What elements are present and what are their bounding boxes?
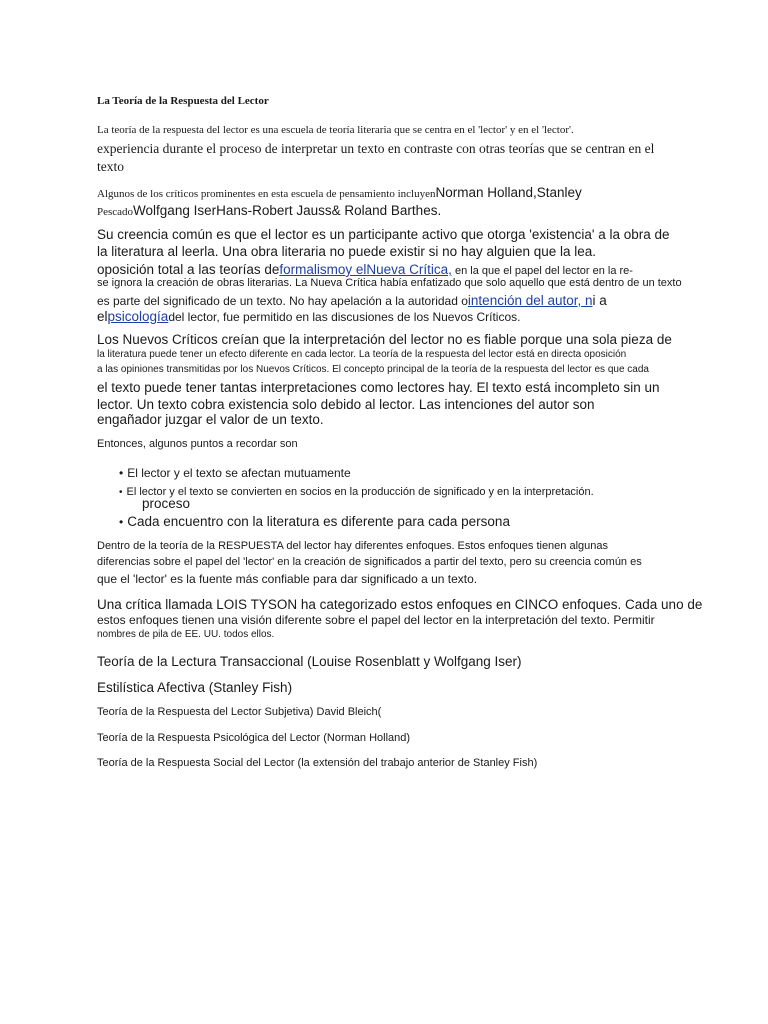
text-run: Pescado — [97, 206, 134, 218]
psicologia-link[interactable]: psicología — [107, 309, 169, 324]
paragraph-line — [97, 202, 441, 220]
paragraph-line: lector. Un texto cobra existencia solo debido al lector. Las intenciones del autor son — [97, 397, 595, 412]
bullet-text: El lector y el texto se convierten en socios en la producción de significado y en la interpretación. — [126, 486, 594, 498]
paragraph-line: Los Nuevos Críticos creían que la interpretación del lector no es fiable porque una sola pieza de — [97, 332, 672, 347]
intencion-del-autor-link[interactable]: intención del autor, n — [467, 293, 593, 308]
paragraph-line: se ignora la creación de obras literarias. La Nueva Crítica había enfatizado que solo aquello que está dentro de un texto — [97, 277, 682, 289]
paragraph-line: la literatura al leerla. Una obra literaria no puede existir si no hay alguien que la lea. — [97, 244, 597, 259]
nueva-critica-link[interactable]: Nueva Crítica, — [366, 262, 452, 277]
paragraph-line: la literatura puede tener un efecto diferente en cada lector. La teoría de la respuesta del lector está en directa oposición — [97, 349, 627, 360]
approach-item: Estilística Afectiva (Stanley Fish) — [97, 680, 293, 695]
paragraph-line: Su creencia común es que el lector es un participante activo que otorga 'existencia' a la obra de — [97, 227, 670, 242]
bullet-item — [119, 482, 594, 500]
paragraph-line: La teoría de la respuesta del lector es una escuela de teoría literaria que se centra en el 'lector' y en el 'lector'. — [97, 124, 574, 136]
approach-item: Teoría de la Respuesta Social del Lector (la extensión del trabajo anterior de Stanley Fish) — [97, 757, 538, 769]
text-run: Norman Holland,Stanley — [435, 185, 582, 200]
bullet-icon: • — [119, 466, 124, 480]
paragraph-line: experiencia durante el proceso de interpretar un texto en contraste con otras teorías que se centran en el — [97, 141, 655, 156]
paragraph-line — [97, 308, 520, 326]
text-run: el — [97, 309, 108, 324]
formalismo-link[interactable]: formalismo — [279, 262, 346, 277]
paragraph-line — [97, 184, 582, 202]
paragraph-line: a las opiniones transmitidas por los Nuevos Críticos. El concepto principal de la teoría de la respuesta del lector es que cada — [97, 364, 649, 375]
paragraph-line: texto — [97, 159, 124, 174]
paragraph-line: Dentro de la teoría de la RESPUESTA del lector hay diferentes enfoques. Estos enfoques tienen algunas — [97, 540, 609, 552]
approach-item: Teoría de la Respuesta del Lector Subjetiva) David Bleich( — [97, 706, 382, 718]
bullet-item — [119, 464, 351, 482]
bullet-text: El lector y el texto se afectan mutuamente — [127, 466, 351, 480]
text-run: Wolfgang IserHans-Robert Jauss& Roland Barthes. — [133, 203, 442, 218]
text-run: i a — [592, 293, 607, 308]
bullet-text: Cada encuentro con la literatura es diferente para cada persona — [127, 514, 510, 529]
paragraph-line: engañador juzgar el valor de un texto. — [97, 412, 324, 427]
paragraph-line: Una crítica llamada LOIS TYSON ha categorizado estos enfoques en CINCO enfoques. Cada uno de — [97, 597, 703, 612]
paragraph-line: que el 'lector' es la fuente más confiable para dar significado a un texto. — [97, 572, 478, 586]
paragraph-line: Entonces, algunos puntos a recordar son — [97, 438, 298, 450]
bullet-icon: • — [119, 515, 124, 529]
paragraph-line: estos enfoques tienen una visión diferente sobre el papel del lector en la interpretación del texto. Permitir — [97, 613, 655, 627]
paragraph-line: el texto puede tener tantas interpretaciones como lectores hay. El texto está incompleto sin un — [97, 380, 660, 395]
paragraph-line: diferencias sobre el papel del 'lector' en la creación de significados a partir del texto, pero su creencia común es — [97, 556, 642, 568]
text-run: oposición total a las teorías de — [97, 262, 280, 277]
document-title: La Teoría de la Respuesta del Lector — [97, 95, 269, 107]
bullet-icon: • — [119, 487, 123, 498]
bullet-continuation: proceso — [142, 496, 191, 511]
approach-item: Teoría de la Lectura Transaccional (Louise Rosenblatt y Wolfgang Iser) — [97, 654, 522, 669]
text-run: del lector, fue permitido en las discusiones de los Nuevos Críticos. — [168, 310, 521, 324]
text-run: es parte del significado de un texto. No hay apelación a la autoridad o — [97, 294, 468, 308]
text-run: en la que el papel del lector en la re- — [451, 265, 633, 277]
approach-item: Teoría de la Respuesta Psicológica del Lector (Norman Holland) — [97, 732, 411, 744]
text-run: y el — [345, 262, 367, 277]
text-run: Algunos de los críticos prominentes en esta escuela de pensamiento incluyen — [97, 188, 436, 200]
bullet-item — [119, 513, 510, 531]
paragraph-line: nombres de pila de EE. UU. todos ellos. — [97, 629, 275, 640]
